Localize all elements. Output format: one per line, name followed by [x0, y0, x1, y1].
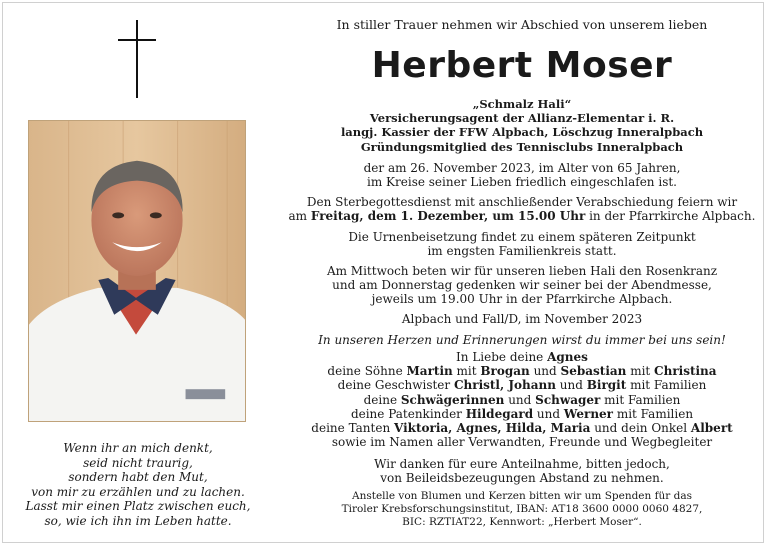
- poem-line: Lasst mir einen Platz zwischen euch,: [25, 499, 251, 514]
- death-line: der am 26. November 2023, im Alter von 65 Jahren,: [363, 161, 681, 175]
- funeral-pre: am: [288, 209, 311, 224]
- thanks-line: Wir danken für eure Anteilnahme, bitten jedoch,: [374, 457, 670, 471]
- thanks-line: von Beileidsbezeugungen Abstand zu nehmen.: [380, 471, 664, 486]
- funeral-notice: [286, 195, 758, 223]
- cross-icon: [118, 20, 156, 100]
- funeral-post: in der Pfarrkirche Alpbach.: [585, 209, 756, 224]
- motto: In unseren Herzen und Erinnerungen wirst du immer bei uns sein!: [318, 333, 726, 347]
- prayer-line: jeweils um 19.00 Uhr in der Pfarrkirche Alpbach.: [371, 292, 673, 307]
- urn-notice: [286, 230, 758, 258]
- portrait-photo: [28, 120, 246, 422]
- family-line: deine Patenkinder Hildegard und Werner mit Familien: [350, 406, 694, 421]
- poem-line: Wenn ihr an mich denkt,: [63, 441, 213, 455]
- poem-line: sondern habt den Mut,: [68, 470, 208, 485]
- family-list: [286, 350, 758, 449]
- donation-line: Anstelle von Blumen und Kerzen bitten wir um Spenden für das: [351, 490, 692, 502]
- family-line: In Liebe deine Agnes: [456, 350, 588, 364]
- poem-line: so, wie ich ihn im Leben hatte.: [44, 513, 232, 528]
- family-line: sowie im Namen aller Verwandten, Freunde und Wegbegleiter: [331, 435, 713, 450]
- titles-block: [286, 97, 758, 154]
- deceased-name: Herbert Moser: [371, 45, 673, 86]
- prayer-line: und am Donnerstag gedenken wir seiner bei der Abendmesse,: [332, 278, 712, 293]
- urn-line: im engsten Familienkreis statt.: [427, 244, 617, 259]
- death-line: im Kreise seiner Lieben friedlich eingeschlafen ist.: [367, 175, 677, 190]
- death-notice: [286, 161, 758, 189]
- poem: [20, 441, 256, 529]
- intro-text: In stiller Trauer nehmen wir Abschied von unserem lieben: [336, 17, 708, 32]
- title-line: langj. Kassier der FFW Alpbach, Löschzug Inneralpbach: [340, 125, 704, 140]
- nickname: „Schmalz Hali“: [472, 97, 572, 111]
- funeral-date: Freitag, dem 1. Dezember, um 15.00 Uhr: [310, 209, 586, 224]
- family-line: deine Schwägerinnen und Schwager mit Familien: [363, 392, 681, 407]
- prayer-notice: [286, 264, 758, 307]
- title-line: Versicherungsagent der Allianz-Elementar i. R.: [369, 111, 675, 126]
- poem-line: seid nicht traurig,: [83, 455, 193, 470]
- family-line: deine Söhne Martin mit Brogan und Sebastian mit Christina: [327, 364, 717, 379]
- thanks-notice: [286, 457, 758, 485]
- family-line: deine Tanten Viktoria, Agnes, Hilda, Maria und dein Onkel Albert: [311, 421, 733, 436]
- donation-notice: [286, 490, 758, 529]
- poem-line: von mir zu erzählen und zu lachen.: [31, 484, 245, 499]
- funeral-date-line: [286, 209, 758, 223]
- title-line: Gründungsmitglied des Tennisclubs Inneralpbach: [360, 139, 684, 154]
- donation-line: BIC: RZTIAT22, Kennwort: „Herbert Moser“.: [402, 516, 642, 528]
- funeral-line: Den Sterbegottesdienst mit anschließender Verabschiedung feiern wir: [306, 195, 738, 209]
- urn-line: Die Urnenbeisetzung findet zu einem späteren Zeitpunkt: [348, 230, 696, 244]
- donation-line: Tiroler Krebsforschungsinstitut, IBAN: AT18 3600 0000 0060 4827,: [341, 503, 703, 515]
- place-date: Alpbach und Fall/D, im November 2023: [401, 312, 643, 326]
- prayer-line: Am Mittwoch beten wir für unseren lieben Hali den Rosenkranz: [326, 264, 718, 278]
- family-line: deine Geschwister Christl, Johann und Birgit mit Familien: [337, 378, 707, 393]
